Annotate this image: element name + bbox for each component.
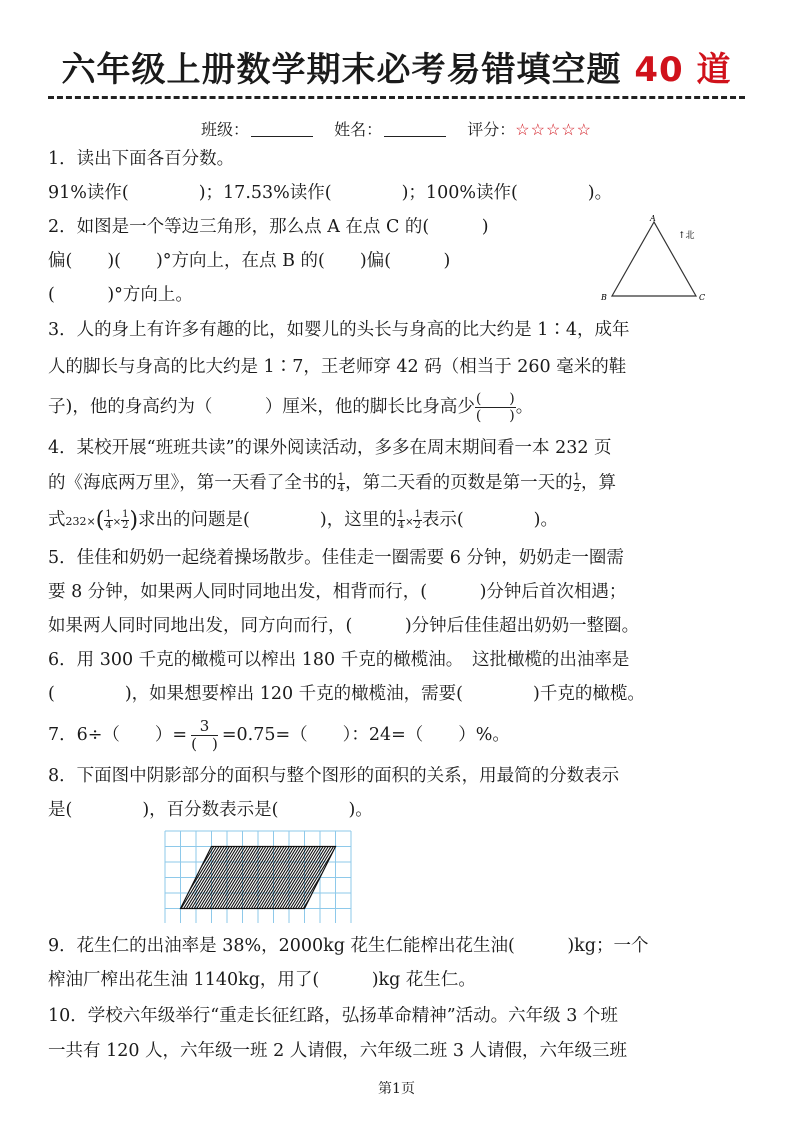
q4-text-f: 表示( )。 — [421, 510, 558, 530]
q7-fraction-den: ( ) — [191, 735, 218, 753]
frac-num: 1 — [105, 509, 112, 520]
q2-line-3: ( )°方向上。 — [48, 285, 193, 305]
q3-text: 子)，他的身高约为（ ）厘米，他的脚长比身高少 — [48, 397, 475, 417]
q7-fraction — [191, 718, 218, 753]
q8-line-2: 是( )，百分数表示是( )。 — [48, 800, 373, 820]
frac-den: 2 — [573, 483, 580, 494]
q9-line-2: 榨油厂榨出花生油 1140kg，用了( )kg 花生仁。 — [48, 970, 476, 990]
q10-line-2: 一共有 120 人，六年级一班 2 人请假，六年级二班 3 人请假，六年级三班 — [48, 1041, 628, 1061]
fraction-one-quarter — [337, 473, 345, 494]
name-label: 姓名： — [334, 120, 383, 139]
q2-line-2: 偏( )( )°方向上，在点 B 的( )偏( ) — [48, 251, 451, 271]
q3-line-2: 人的脚长与身高的比大约是 1∶7，王老师穿 42 码（相当于 260 毫米的鞋 — [48, 357, 627, 377]
class-blank[interactable] — [251, 122, 313, 137]
fraction-one-quarter-b — [104, 510, 112, 531]
q3-fraction-num: ( ) — [475, 391, 515, 407]
page-number: 第1页 — [378, 1081, 415, 1097]
q1-heading: 1．读出下面各百分数。 — [48, 149, 235, 169]
frac-den: 4 — [337, 483, 345, 494]
q7-line — [48, 718, 510, 753]
q5-line-3: 如果两人同时同地出发，同方向而行，( )分钟后佳佳超出奶奶一整圈。 — [48, 616, 640, 636]
q5-line-1: 5．佳佳和奶奶一起绕着操场散步。佳佳走一圈需要 6 分钟，奶奶走一圈需 — [48, 548, 624, 568]
q3-fraction-den: ( ) — [475, 408, 515, 424]
q4-text-b: ，第二天看的页数是第一天的 — [345, 473, 573, 493]
frac-num: 1 — [337, 472, 345, 483]
point-a-label: A — [650, 214, 656, 223]
frac-num: 1 — [414, 509, 421, 520]
title-count: 40 道 — [634, 50, 732, 90]
q6-line-1: 6．用 300 千克的橄榄可以榨出 180 千克的橄榄油。 这批橄榄的出油率是 — [48, 650, 630, 670]
q8-line-1: 8．下面图中阴影部分的面积与整个图形的面积的关系，用最简的分数表示 — [48, 766, 620, 786]
q5-line-2: 要 8 分钟，如果两人同时同地出发，相背而行，( )分钟后首次相遇； — [48, 582, 627, 602]
q1-blanks: 91%读作( )；17.53%读作( )；100%读作( )。 — [48, 183, 613, 203]
frac-den: 2 — [122, 520, 129, 531]
q3-end: 。 — [515, 397, 534, 417]
frac-den: 2 — [414, 520, 421, 531]
q4-line-1: 4．某校开展“班班共读”的课外阅读活动，多多在周末期间看一本 232 页 — [48, 438, 612, 458]
fraction-one-half-c — [413, 510, 421, 531]
point-c-label: C — [699, 293, 706, 302]
q7-text-a: 7．6÷（ ）= — [48, 725, 188, 745]
student-info — [0, 117, 793, 140]
q6-line-2: ( )，如果想要榨出 120 千克的橄榄油，需要( )千克的橄榄。 — [48, 684, 645, 704]
q7-fraction-num: 3 — [191, 718, 218, 736]
q3-fraction — [475, 391, 516, 424]
point-b-label: B — [601, 293, 607, 302]
frac-den: 4 — [105, 520, 112, 531]
score-label: 评分： — [467, 120, 516, 139]
q4-expression: 232× — [65, 515, 96, 528]
frac-num: 1 — [573, 472, 580, 483]
class-label: 班级： — [201, 120, 250, 139]
q4-text-e: 求出的问题是( )，这里的 — [138, 510, 397, 530]
score-stars: ☆☆☆☆☆ — [515, 120, 592, 139]
q9-line-1: 9．花生仁的出油率是 38%，2000kg 花生仁能榨出花生油( )kg；一个 — [48, 936, 649, 956]
parallelogram-grid-figure — [164, 830, 352, 923]
q4-text-c: ，算 — [581, 473, 616, 493]
frac-num: 1 — [397, 509, 405, 520]
frac-num: 1 — [122, 509, 129, 520]
q4-line-3: 式232×( $\frac{1}{4}$ × $\frac{1}{2}$ )求出的问题是( )，这里的 $\frac{1}{4}$ × $\frac{1}{2}$ 表示( )。 — [48, 508, 558, 533]
name-blank[interactable] — [384, 122, 446, 137]
q4-line-2 — [48, 471, 616, 495]
title-text: 六年级上册数学期末必考易错填空题 — [61, 50, 622, 90]
frac-den: 4 — [397, 520, 405, 531]
north-arrow-icon: ↑北 — [678, 231, 695, 241]
title-divider — [48, 96, 745, 99]
q4-text-a: 的《海底两万里》，第一天看了全书的 — [48, 473, 337, 493]
fraction-one-half — [573, 473, 581, 494]
q2-line-1: 2．如图是一个等边三角形，那么点 A 在点 C 的( ) — [48, 217, 489, 237]
q7-text-b: =0.75=（ ）：24=（ ）%。 — [221, 725, 510, 745]
q3-line-3 — [48, 391, 533, 424]
triangle-figure — [598, 212, 718, 304]
page-title — [0, 42, 793, 91]
fraction-one-quarter-c — [397, 510, 405, 531]
q4-text-d: 式 — [48, 510, 66, 530]
q3-line-1: 3．人的身上有许多有趣的比，如婴儿的头长与身高的比大约是 1∶4，成年 — [48, 320, 630, 340]
q10-line-1: 10．学校六年级举行“重走长征红路，弘扬革命精神”活动。六年级 3 个班 — [48, 1006, 618, 1026]
